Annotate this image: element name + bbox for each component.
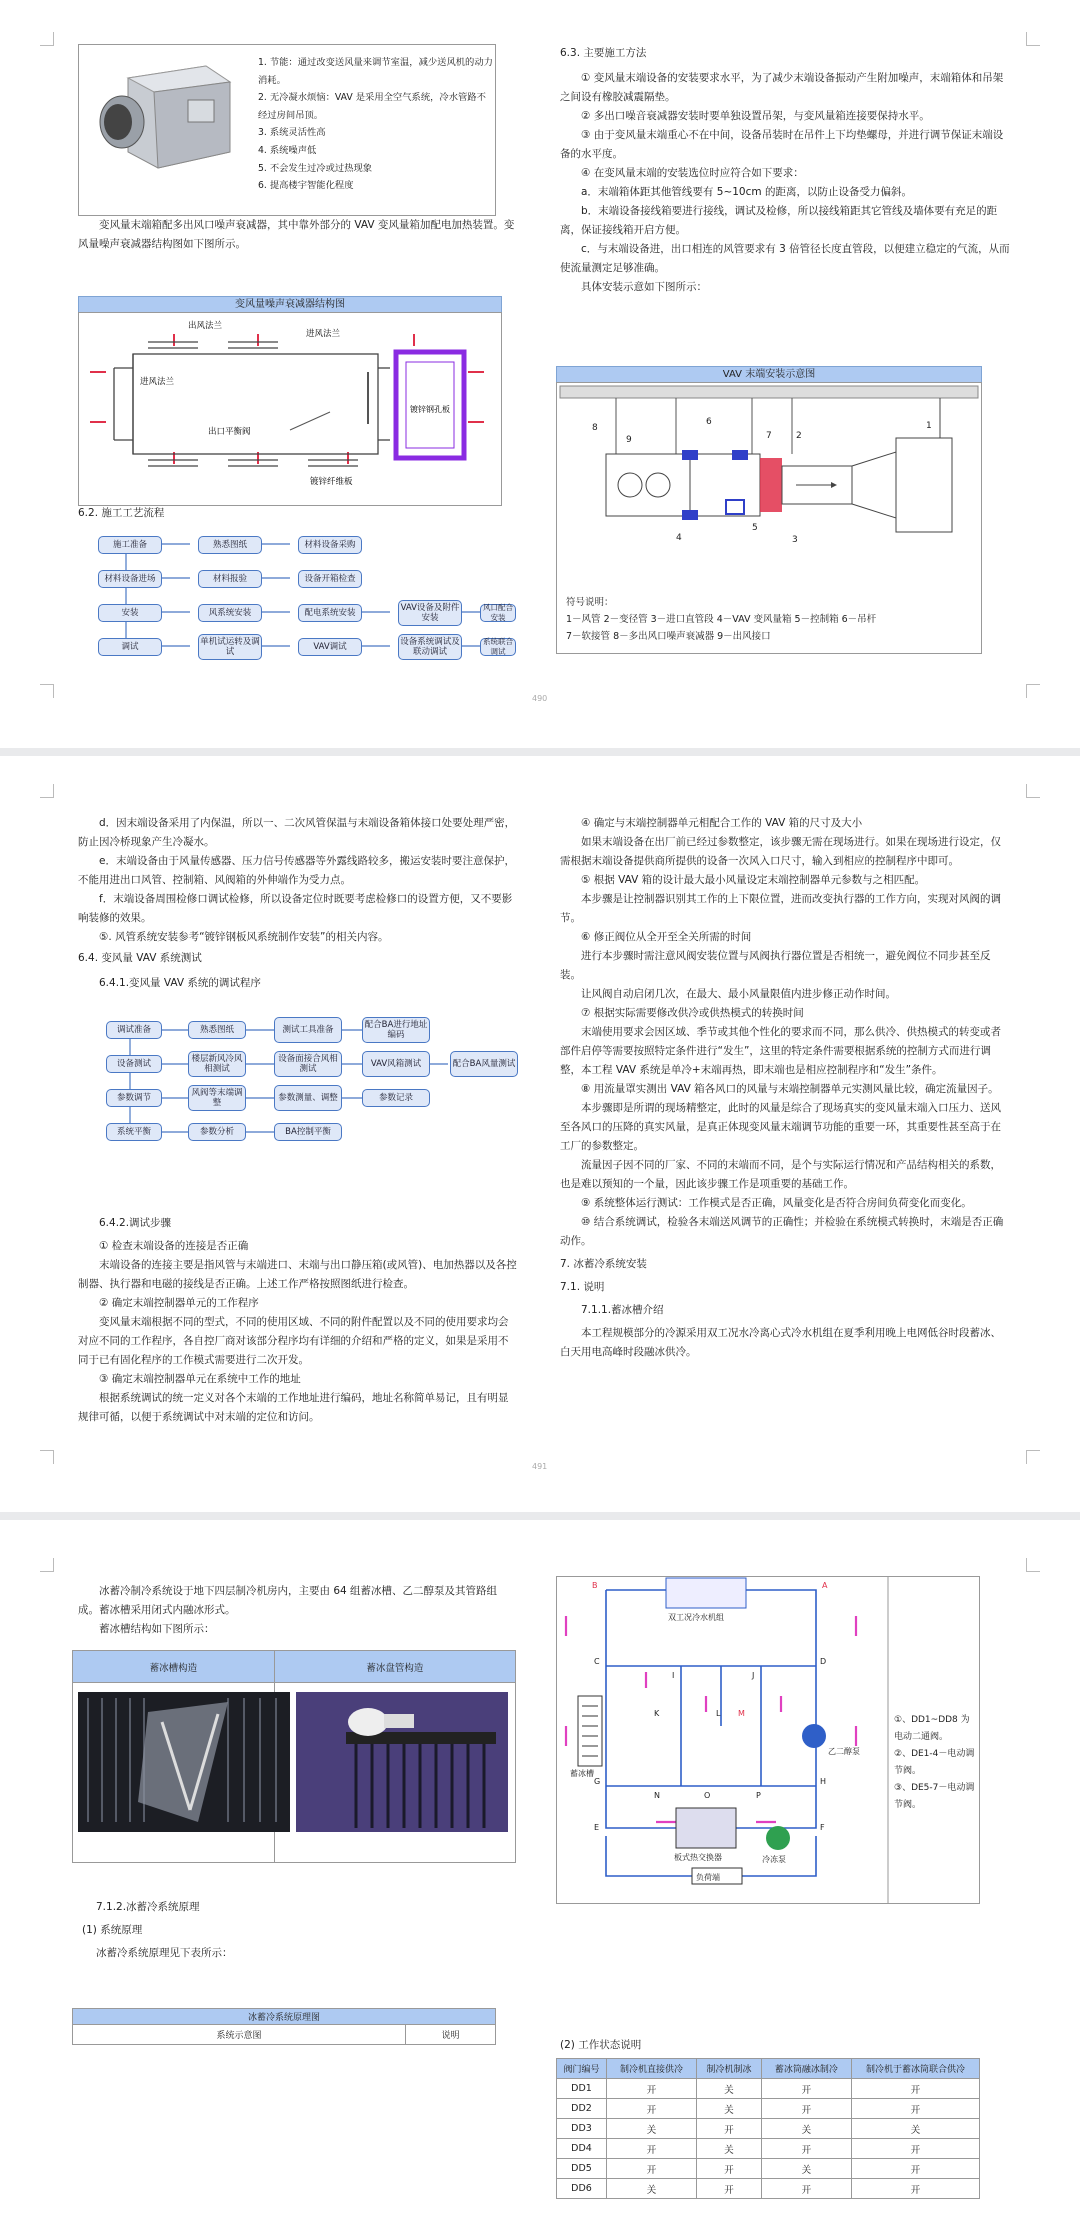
test-step: 风阀等末端调整 [188,1085,246,1111]
para: 如果末端设备在出厂前已经过参数整定，该步骤无需在现场进行。如果在现场进行设定，仅需根据末端设备提供商所提供的设备一次风入口尺寸，输入到相应的控制程序中即可。 [560,836,1001,867]
diagram-load-label: 负荷端 [696,1873,720,1882]
test-step: 设备面接合风相测试 [274,1051,342,1077]
para: ⑧ 用流量罩实测出 VAV 箱各风口的风量与末端控制器单元实测风量比较，确定流量因子。 [581,1083,999,1095]
diagram-pump1-label: 乙二醇泵 [828,1747,860,1756]
step-item: ③ 确定末端控制器单元在系统中工作的地址 [99,1373,301,1385]
para: 冰蓄冷制冷系统设于地下四层制冷机房内，主要由 64 组蓄冰槽、乙二醇泵及其管路组成。蓄冰槽采用闭式内融冰形式。 [78,1585,498,1616]
para: f．末端设备周围检修口调试检修，所以设备定位时既要考虑检修口的设置方便，又不要影响装修的效果。 [78,893,513,924]
para: ④ 确定与末端控制器单元相配合工作的 VAV 箱的尺寸及大小 [581,817,863,829]
test-step: 测试工具准备 [274,1017,342,1043]
test-step: 参数记录 [362,1089,430,1107]
diagram-pump2-label: 冷冻泵 [762,1855,786,1864]
diagram-chiller-label: 双工况冷水机组 [668,1613,724,1622]
left-text-top [78,814,518,993]
test-step: 配合BA进行地址编码 [362,1017,430,1043]
crop-mark [1026,1558,1040,1572]
method-item: ① 变风量末端设备的安装要求水平，为了减少末端设备振动产生附加噪声，末端箱体和吊架之间设有橡胶减震隔垫。 [560,72,1004,103]
test-step: 楼层新风冷风相测试 [188,1051,246,1077]
flow-step: 设备开箱检查 [298,570,362,588]
step-item: 根据系统调试的统一定义对各个末端的工作地址进行编码，地址名称简单易记，且有明显规律可循，以便于系统调试中对末端的定位和访问。 [78,1392,509,1423]
muffler-diagram [78,312,502,506]
para: 本步骤是让控制器识别其工作的上下限位置，进而改变执行器的工作方向，实现对风阀的调节。 [560,893,1001,924]
label-outlet-flange: 出风法兰 [188,321,223,331]
flow-step: 安装 [98,604,162,622]
svg-text:9: 9 [626,435,632,445]
left-text-steps [78,1214,518,1427]
para: 本步骤即是所谓的现场精整定，此时的风量是综合了现场真实的变风量末端入口压力、送风至各风口的压降的真实风量，是真正体现变风量末端调节功能的重要一环，其重要性甚至高于在工厂的参数整定。 [560,1102,1001,1152]
crop-mark [40,1450,54,1464]
svg-text:7: 7 [766,431,772,441]
legend-line: 1－风管 2－变径管 3－进口直管段 4－VAV 变风量箱 5－控制箱 6－吊杆 [566,614,877,625]
table-row: DD6 关 开 开 开 [557,2179,980,2199]
diagram-letter: N [654,1791,660,1800]
test-subheading: 6.4.1.变风量 VAV 系统的调试程序 [99,977,261,989]
ice-subheading: 7.1. 说明 [560,1281,605,1293]
diagram-notes [894,1712,976,1814]
photo-header: 蓄冰槽构造 [73,1651,275,1683]
label-inlet-flange-2: 进风法兰 [140,377,175,387]
flow-step: 调试 [98,638,162,656]
flow-heading: 6.2. 施工工艺流程 [78,507,165,519]
feature-item: 6. 提高楼宇智能化程度 [258,180,354,192]
crop-mark [1026,32,1040,46]
right-text [560,814,1004,1362]
test-step: 参数测量、调整 [274,1085,342,1111]
principle-sub: (1) 系统原理 [82,1924,143,1936]
crop-mark [1026,1450,1040,1464]
state-header: 蓄冰筒融冰制冷 [761,2059,851,2079]
flow-step: 设备系统调试及联动调试 [398,634,462,660]
svg-text:4: 4 [676,533,682,543]
feature-item: 3. 系统灵活性高 [258,127,326,139]
diagram-note: ②、DE1-4－电动调节阀。 [894,1749,975,1776]
test-step: VAV风箱测试 [362,1051,430,1077]
para: ⑨ 系统整体运行测试：工作模式是否正确，风量变化是否符合房间负荷变化而变化。 [581,1197,972,1209]
crop-mark [40,684,54,698]
legend-heading: 符号说明： [566,597,614,608]
crop-mark [1026,784,1040,798]
state-header: 制冷机直接供冷 [607,2059,697,2079]
method-section [560,44,1010,297]
table-row: DD4 开 关 开 开 [557,2139,980,2159]
flow-step: VAV调试 [298,638,362,656]
svg-text:6: 6 [706,417,712,427]
crop-mark [40,32,54,46]
ice-coil-photo [296,1692,508,1832]
vav-legend [566,594,976,645]
state-header: 制冷机制冰 [697,2059,762,2079]
struct-label: 蓄冰槽结构如下图所示： [99,1623,215,1635]
label-fiber-board: 镀锌纤维板 [310,477,353,487]
diagram-letter: D [820,1657,827,1666]
diagram-letter: P [756,1791,761,1800]
flow-step: 配电系统安装 [298,604,362,622]
method-item: ④ 在变风量末端的安装选位时应符合如下要求： [581,167,804,179]
flow-step: 系统联合调试 [480,638,516,656]
feature-item: 5. 不会发生过冷或过热现象 [258,162,373,174]
label-balance-valve: 出口平衡阀 [208,427,251,437]
vav-install-caption: VAV 末端安装示意图 [556,366,982,383]
diagram-letter: I [672,1671,675,1680]
flow-step: 材料设备进场 [98,570,162,588]
svg-text:5: 5 [752,523,758,533]
page-number: 491 [532,1462,548,1471]
method-item: c．与末端设备进，出口相连的风管要求有 3 倍管径长度直管段，以便建立稳定的气流，从而使流量测定足够准确。 [560,243,1010,274]
crop-mark [40,784,54,798]
svg-text:2: 2 [796,431,802,441]
vav-unit-photo [88,60,238,180]
test-step: 参数分析 [188,1123,246,1141]
crop-mark [40,1558,54,1572]
document-page-492 [0,1520,1080,2231]
flow-step: 施工准备 [98,536,162,554]
test-step: 参数调节 [106,1089,162,1107]
crop-mark [1026,684,1040,698]
diagram-letter: K [654,1709,660,1718]
diagram-letter: J [752,1671,755,1680]
test-step: BA控制平衡 [274,1123,342,1141]
diagram-letter: F [820,1823,825,1832]
para: 末端使用要求会因区域、季节或其他个性化的要求而不同，那么供冷、供热模式的转变或者部件启停等需要按照特定条件进行“发生”，这里的特定条件需要根据系统的控制方式而进行调整，本工程 VAV 系统是单冷+末端再热，即末端也是相应控制程序和“发生”条件。 [560,1026,1001,1076]
method-item: ② 多出口噪音衰减器安装时要单独设置吊架，与变风量箱连接要保持水平。 [581,110,930,122]
diagram-letter: O [704,1791,711,1800]
para: 进行本步骤时需注意风阀安装位置与风阀执行器位置是否相统一，避免阀位不同步甚至反装。 [560,950,991,981]
step-item: 变风量末端根据不同的型式，不同的使用区域、不同的附件配置以及不同的使用要求均会对应不同的工作程序，各自控厂商对该部分程序均有详细的介绍和严格的定义，如果是采用不同于已有固化程序的工作模式需要进行二次开发。 [78,1316,509,1366]
principle-heading: 7.1.2.冰蓄冷系统原理 [96,1901,200,1913]
state-label: (2) 工作状态说明 [560,2039,642,2051]
diagram-hx-label: 板式热交换器 [674,1853,722,1862]
ice-heading: 7. 冰蓄冷系统安装 [560,1258,647,1270]
flow-step: 单机试运转及调试 [198,634,262,660]
diagram-letter: A [822,1581,828,1590]
test-step: 系统平衡 [106,1123,162,1141]
table-row: DD5 开 开 关 开 [557,2159,980,2179]
valve-state-table [556,2058,980,2199]
state-header: 阀门编号 [557,2059,607,2079]
ice-text: 本工程规模部分的冷源采用双工况水冷离心式冷水机组在夏季利用晚上电网低谷时段蓄冰、白天用电高峰时段融冰供冷。 [560,1327,1001,1358]
para: ⑤. 风管系统安装参考“镀锌钢板风系统制作安装”的相关内容。 [99,931,389,943]
method-item: ③ 由于变风量末端重心不在中间，设备吊装时在吊件上下均垫螺母，并进行调节保证末端设备的水平度。 [560,129,1004,160]
ice-subheading-2: 7.1.1.蓄冰槽介绍 [581,1304,664,1316]
muffler-caption: 变风量噪声衰减器结构图 [78,296,502,313]
feature-item: 4. 系统噪声低 [258,144,317,156]
photo-header: 蓄冰盘管构造 [274,1651,515,1683]
para: ⑦ 根据实际需要修改供冷或供热模式的转换时间 [581,1007,804,1019]
document-page-490 [0,0,1080,748]
table-row: DD2 开 关 开 开 [557,2099,980,2119]
test-heading: 6.4. 变风量 VAV 系统测试 [78,952,202,964]
diagram-letter: M [738,1709,745,1718]
svg-text:3: 3 [792,535,798,545]
diagram-letter: L [716,1709,721,1718]
table-row: DD3 关 开 关 关 [557,2119,980,2139]
muffler-intro: 变风量末端箱配多出风口噪声衰减器，其中靠外部分的 VAV 变风量箱加配电加热装置。变风量噪声衰减器结构图如下图所示。 [78,219,515,250]
page-number: 490 [532,694,548,703]
flow-step: 材料设备采购 [298,536,362,554]
flow-step: 风口配合安装 [480,604,516,622]
principle-section [82,1898,516,1963]
principle-table-title: 冰蓄冷系统原理图 [73,2009,496,2025]
test-step: 熟悉图纸 [188,1021,246,1039]
principle-table [72,2008,496,2045]
steps-heading: 6.4.2.调试步骤 [99,1217,172,1229]
vav-install-diagram [556,382,982,592]
para: d．因末端设备采用了内保温，所以一、二次风管保温与末端设备箱体接口处要处理严密，防止因冷桥现象产生冷凝水。 [78,817,516,848]
flow-step: 风系统安装 [198,604,262,622]
principle-label: 冰蓄冷系统原理见下表所示： [96,1947,233,1959]
feature-item: 1. 节能：通过改变送风量来调节室温，减少送风机的动力消耗。 [258,57,493,86]
flow-step: 材料报验 [198,570,262,588]
para: ⑤ 根据 VAV 箱的设计最大最小风量设定末端控制器单元参数与之相匹配。 [581,874,926,886]
flow-step: VAV设备及附件安装 [398,600,462,626]
test-step: 设备测试 [106,1055,162,1073]
diagram-letter: E [594,1823,600,1832]
flow-step: 熟悉图纸 [198,536,262,554]
legend-line: 7－软接管 8－多出风口噪声衰减器 9－出风接口 [566,631,771,642]
label-inlet-flange: 进风法兰 [306,329,341,339]
step-item: ① 检查末端设备的连接是否正确 [99,1240,249,1252]
table-row: DD1 开 关 开 开 [557,2079,980,2099]
test-step: 配合BA风量测试 [450,1051,518,1077]
svg-text:8: 8 [592,423,598,433]
state-header: 制冷机于蓄冰筒联合供冷 [852,2059,980,2079]
para: ⑥ 修正阀位从全开至全关所需的时间 [581,931,752,943]
para: ⑩ 结合系统调试，检验各末端送风调节的正确性；并检验在系统模式转换时，末端是否正确动作。 [560,1216,1004,1247]
diagram-letter: H [820,1777,827,1786]
diagram-letter: C [594,1657,600,1666]
diagram-note: ①、DD1~DD8 为电动二通阀。 [894,1715,970,1742]
feature-item: 2. 无冷凝水烦恼：VAV 是采用全空气系统，冷水管路不经过房间吊顶。 [258,92,486,121]
diagram-tank-label: 蓄冰槽 [570,1769,594,1778]
method-heading: 6.3. 主要施工方法 [560,47,647,59]
diagram-note: ③、DE5-7－电动调节阀。 [894,1783,975,1810]
step-item: ② 确定末端控制器单元的工作程序 [99,1297,259,1309]
principle-col: 系统示意图 [73,2025,406,2045]
method-item: 具体安装示意如下图所示： [581,281,707,293]
document-page-491 [0,756,1080,1512]
method-item: b．末端设备接线箱要进行接线，调试及检修，所以接线箱距其它管线及墙体要有充足的距离，保证接线箱开启方便。 [560,205,998,236]
para: e．末端设备由于风量传感器、压力信号传感器等外露线路较多，搬运安装时要注意保护，不能用进出口风管、控制箱、风阀箱的外伸端作为受力点。 [78,855,515,886]
vav-feature-list [258,54,494,195]
ice-intro [78,1582,518,1639]
para: 流量因子因不同的厂家、不同的末端而不同，是个与实际运行情况和产品结构相关的系数，也是难以预知的一个量，因此该步骤工作是项重要的基础工作。 [560,1159,1001,1190]
svg-text:1: 1 [926,421,932,431]
test-step: 调试准备 [106,1021,162,1039]
diagram-letter: B [592,1581,598,1590]
step-item: 末端设备的连接主要是指风管与末端进口、末端与出口静压箱(或风管)、电加热器以及各控制器、执行器和电磁的接线是否正确。上述工作严格按照图纸进行检查。 [78,1259,517,1290]
diagram-letter: G [594,1777,601,1786]
method-item: a．末端箱体距其他管线要有 5~10cm 的距离，以防止设备受力偏斜。 [581,186,912,198]
para: 让风阀自动启闭几次，在最大、最小风量限值内进步修正动作时间。 [581,988,896,1000]
ice-tank-photo [78,1692,290,1832]
principle-col: 说明 [406,2025,496,2045]
label-perforated-plate: 镀锌钢孔板 [410,405,450,414]
